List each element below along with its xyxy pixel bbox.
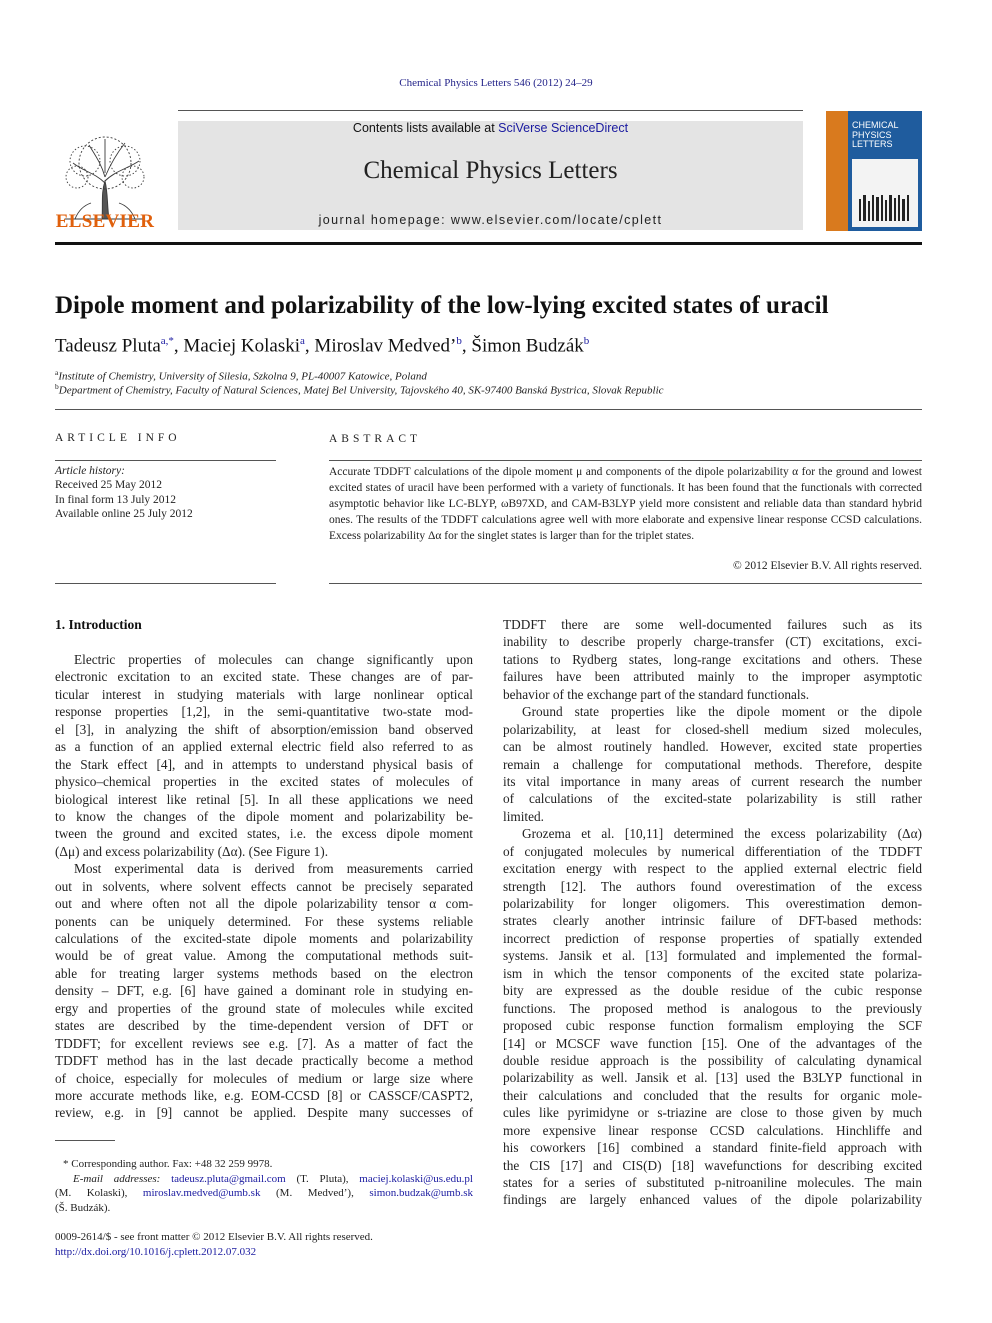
body-text-line: polarizability for longer oligomers. This overestimation demon- xyxy=(503,896,922,911)
email-link[interactable]: tadeusz.pluta@gmail.com xyxy=(171,1172,286,1185)
body-text-line: states for a series of substituted p-nitroaniline molecules. The main xyxy=(503,1175,922,1190)
cover-title xyxy=(852,121,899,150)
body-text-line: response properties [1,2], in the semi-quantitative two-state mod- xyxy=(55,704,473,720)
received-date: Received 25 May 2012 xyxy=(55,479,162,492)
body-text-line: polarizability as well. Jansik et al. [13] used the B3LYP functional in xyxy=(503,1070,922,1086)
body-text-line: more accurate methods like, e.g. EOM-CCSD [8] or CASSCF/CASPT2, xyxy=(55,1087,473,1103)
affiliation-rule xyxy=(55,409,922,410)
body-text-line: inability to describe properly charge-transfer (CT) excitations, exci- xyxy=(503,634,922,650)
article-info-rule xyxy=(55,460,276,461)
email-label: E-mail addresses: xyxy=(73,1172,161,1185)
email-link[interactable]: simon.budzak@umb.sk xyxy=(369,1187,473,1199)
affiliation xyxy=(55,368,427,383)
body-text-line: Grozema et al. [10,11] determined the excess polarizability (Δα) xyxy=(522,826,922,842)
body-text-line: TDDFT; for excellent reviews see e.g. [7]. As a matter of fact the xyxy=(55,1035,473,1051)
author-affiliation-mark[interactable]: b xyxy=(456,335,462,347)
body-text-line: ticular interest in studying materials with large nonlinear optical xyxy=(55,686,473,702)
body-text-line: cules like pyrimidyne or s-triazine are close to those given by much xyxy=(503,1105,922,1121)
footnote-rule xyxy=(55,1140,115,1141)
body-text-line: behavior of the exchange part of the standard functionals. xyxy=(503,686,810,702)
email-link[interactable]: miroslav.medved@umb.sk xyxy=(142,1187,261,1199)
author-name: Šimon Budzák xyxy=(471,335,584,357)
body-text-line: tations to Rydberg states, long-range excitations and others. These xyxy=(503,651,922,667)
email-owner: (T. Pluta), xyxy=(285,1172,360,1185)
author-name: Maciej Kolaski xyxy=(183,335,301,357)
author-name: Miroslav Medved’ xyxy=(314,335,457,357)
body-text-line: electronic excitation to an excited state. These changes are of par- xyxy=(55,669,473,685)
journal-homepage[interactable]: journal homepage: www.elsevier.com/locate/cplett xyxy=(318,213,663,227)
body-text-line: of calculations of the excited-state polarizability is still rather xyxy=(503,791,922,807)
body-text-line: strates clearly another intrinsic failure of DFT-based methods: xyxy=(503,913,922,929)
body-text-line: density – DFT, e.g. [6] have gained a dominant role in studying en- xyxy=(55,983,473,999)
journal-cover-image xyxy=(826,111,922,231)
body-text-line: would be of great value. Among the computational methods suit- xyxy=(55,948,473,964)
body-text-line: incorrect prediction of response properties of spatially extended xyxy=(503,930,922,946)
corresponding-author-note xyxy=(55,1157,473,1172)
body-text-line: ism in which the tensor components of the excited state polariza- xyxy=(503,965,922,981)
journal-name: Chemical Physics Letters xyxy=(363,157,618,184)
body-text-line: calculations of the excited-state dipole moments and polarizability xyxy=(55,931,473,946)
journal-masthead xyxy=(178,121,803,230)
online-date: Available online 25 July 2012 xyxy=(55,508,193,521)
contents-line xyxy=(178,121,803,135)
body-text-line: as a function of an applied external electric field also referred to as xyxy=(55,739,473,755)
masthead-rule xyxy=(55,242,922,245)
abstract-rule xyxy=(329,460,922,461)
author-affiliation-mark[interactable]: b xyxy=(583,335,590,347)
body-text-line: TDDFT there are some well-documented failures such as its xyxy=(503,617,922,632)
body-text-line: biological interest like retinal [5]. In all these applications we need xyxy=(55,791,473,807)
affiliation-text: Institute of Chemistry, University of Silesia, Szkolna 9, PL-40007 Katowice, Poland xyxy=(58,370,427,383)
body-text-line: his coworkers [16] combined a standard finite-field approach with xyxy=(503,1140,922,1156)
issn-copyright: 0009-2614/$ - see front matter © 2012 Elsevier B.V. All rights reserved. xyxy=(55,1231,373,1243)
email-line xyxy=(55,1201,473,1216)
abstract-text: Accurate TDDFT calculations of the dipole moment μ and components of the dipole polarizability α for the ground and lowest excited states of uracil have been performed with a variety of functionals. It has been found that the functionals with corrected asymptotic behavior like LC-BLYP, ωB97XD, and CAM-B3LYP yield more consistent and reliable data than standard hybrid ones. The results of the TDDFT calculations agree well with more elaborate and expensive linear response CCSD calculations. Excess polarizability Δα for the singlet states is larger than for the triplet states. xyxy=(329,466,922,542)
body-text-line: states are described by the time-dependent version of DFT or xyxy=(55,1018,473,1034)
article-history xyxy=(55,464,193,522)
body-text-line: systems. Jansik et al. [13] formulated and implemented the formal- xyxy=(503,948,922,964)
doi-link[interactable]: http://dx.doi.org/10.1016/j.cplett.2012.07.032 xyxy=(55,1245,257,1258)
cover-graphic xyxy=(859,195,909,221)
body-text-line: review, e.g. in [9] cannot be applied. Despite many successes of xyxy=(55,1105,473,1121)
body-text-line: to know the changes of the dipole moment and polarizability be- xyxy=(55,808,473,824)
abstract-copyright: © 2012 Elsevier B.V. All rights reserved. xyxy=(733,560,922,572)
email-owner: (M. Medved’), xyxy=(260,1187,370,1199)
corresponding-text: * Corresponding author. Fax: +48 32 259 9978. xyxy=(63,1158,273,1170)
affiliation-mark: b xyxy=(55,382,59,391)
sciencedirect-link[interactable]: SciVerse ScienceDirect xyxy=(498,121,629,135)
body-text-line: their calculations and concluded that the results for organic mole- xyxy=(503,1087,922,1103)
body-text-line: more expensive linear response CCSD calculations. Hinchliffe and xyxy=(503,1122,922,1138)
email-line xyxy=(55,1186,473,1201)
body-text-line: (Δμ) and excess polarizability (Δα). (See Figure 1). xyxy=(55,843,329,859)
body-text-line: of choice, especially for molecules of medium or large size where xyxy=(55,1070,473,1086)
journal-citation[interactable]: Chemical Physics Letters 546 (2012) 24–29 xyxy=(399,77,593,89)
body-text-line: functions. The proposed method is analogous to the previously xyxy=(503,1000,922,1016)
affiliation-text: Department of Chemistry, Faculty of Natural Sciences, Matej Bel University, Tajovského 40, SK-97400 Banská Bystrica, Slovak Republic xyxy=(58,384,664,397)
body-text-line: failures have been attributed mainly to the improper asymptotic xyxy=(503,669,922,685)
body-text-line: excitation energy with respect to the applied external electric field xyxy=(503,861,922,877)
author-affiliation-mark[interactable]: a,* xyxy=(160,335,174,347)
article-info-heading: ARTICLE INFO xyxy=(55,432,181,444)
history-label: Article history: xyxy=(55,465,125,477)
email-link[interactable]: maciej.kolaski@us.edu.pl xyxy=(359,1172,473,1185)
body-text-line: TDDFT method has in the last decade practically become a method xyxy=(55,1053,473,1069)
body-text-line: findings are largely enhanced values of the dipole polarizability xyxy=(503,1192,922,1208)
body-column-right xyxy=(503,616,922,1209)
body-text-line: can be almost routinely handled. However, excited state properties xyxy=(503,739,922,755)
abstract-heading: ABSTRACT xyxy=(329,433,422,445)
body-text-line: out in solvents, where solvent effects cannot be precisely separated xyxy=(55,878,473,894)
body-text-line: its vital importance in many areas of current research the number xyxy=(503,773,922,789)
article-title: Dipole moment and polarizability of the low-lying excited states of uracil xyxy=(55,292,829,319)
section-heading: 1. Introduction xyxy=(55,617,142,632)
cover-title-line: LETTERS xyxy=(852,139,893,149)
final-form-date: In final form 13 July 2012 xyxy=(55,493,177,506)
body-text-line: remain a challenge for computational methods. Therefore, despite xyxy=(503,756,922,772)
body-text-line: ponents can be uniquely determined. For these systems reliable xyxy=(55,913,473,929)
elsevier-wordmark: ELSEVIER xyxy=(55,211,155,232)
body-text-line: polarizability, at least for closed-shell medium sized molecules, xyxy=(503,721,922,737)
author-name: Tadeusz Pluta xyxy=(55,335,161,357)
body-text-line: strength [12]. The authors found overestimation of the excess xyxy=(503,878,922,894)
body-text-line: the Stark effect [4], and in attempts to understand physical basis of xyxy=(55,756,473,772)
cover-title-line: CHEMICAL xyxy=(852,120,899,130)
footnotes xyxy=(55,1157,473,1215)
author-affiliation-mark[interactable]: a xyxy=(300,335,305,347)
body-text-line: double residue approach is the possibility of calculating dynamical xyxy=(503,1052,922,1068)
header-rule xyxy=(178,110,803,111)
email-line xyxy=(55,1172,473,1187)
body-column-left xyxy=(55,651,473,1122)
body-text-line: the CIS [17] and CIS(D) [18] wavefunctions for describing excited xyxy=(503,1157,922,1173)
cover-title-line: PHYSICS xyxy=(852,129,892,140)
author-list: Tadeusz Pluta$^{a,*}$, Maciej Kolaski$^a$, Miroslav Medved’$^b$, Šimon Budzák$^b$ xyxy=(55,335,590,357)
email-owner: (M. Kolaski), xyxy=(55,1187,143,1199)
body-text-line: [14] or MCSCF wave function [15]. One of the advantages of the xyxy=(503,1035,922,1051)
body-text-line: physico–chemical properties in the excited states of molecules of xyxy=(55,774,473,790)
cover-stripe xyxy=(826,111,848,231)
body-text-line: Most experimental data is derived from measurements carried xyxy=(74,861,473,877)
article-info-bottom-rule xyxy=(55,583,276,584)
front-matter xyxy=(55,1230,373,1259)
abstract-bottom-rule xyxy=(329,583,922,584)
body-text-line: of conjugated molecules by numerical differentiation of the TDDFT xyxy=(503,843,922,859)
affiliation-mark: a xyxy=(55,368,59,377)
body-text-line: able for treating larger systems methods based on the electron xyxy=(55,965,473,981)
affiliation xyxy=(55,382,664,397)
body-text-line: bity are expressed as the double residue of the cubic response xyxy=(503,983,922,999)
body-text-line: tween the ground and excited states, i.e. the excess dipole moment xyxy=(55,826,473,842)
email-owner: (Š. Budzák). xyxy=(55,1201,111,1214)
body-text-line: ergy and properties of the ground state of molecules while excited xyxy=(55,1000,473,1016)
body-text-line: Ground state properties like the dipole moment or the dipole xyxy=(522,704,922,720)
body-text-line: proposed cubic response function formalism employing the SCF xyxy=(503,1018,922,1034)
body-text-line: Electric properties of molecules can change significantly upon xyxy=(74,652,473,667)
body-text-line: out and where often not all the dipole polarizability tensor α com- xyxy=(55,896,473,912)
body-text-line: limited. xyxy=(503,808,544,824)
body-text-line: el [3], in analyzing the shift of absorption/emission band observed xyxy=(55,721,473,737)
contents-prefix: Contents lists available at xyxy=(352,121,499,135)
